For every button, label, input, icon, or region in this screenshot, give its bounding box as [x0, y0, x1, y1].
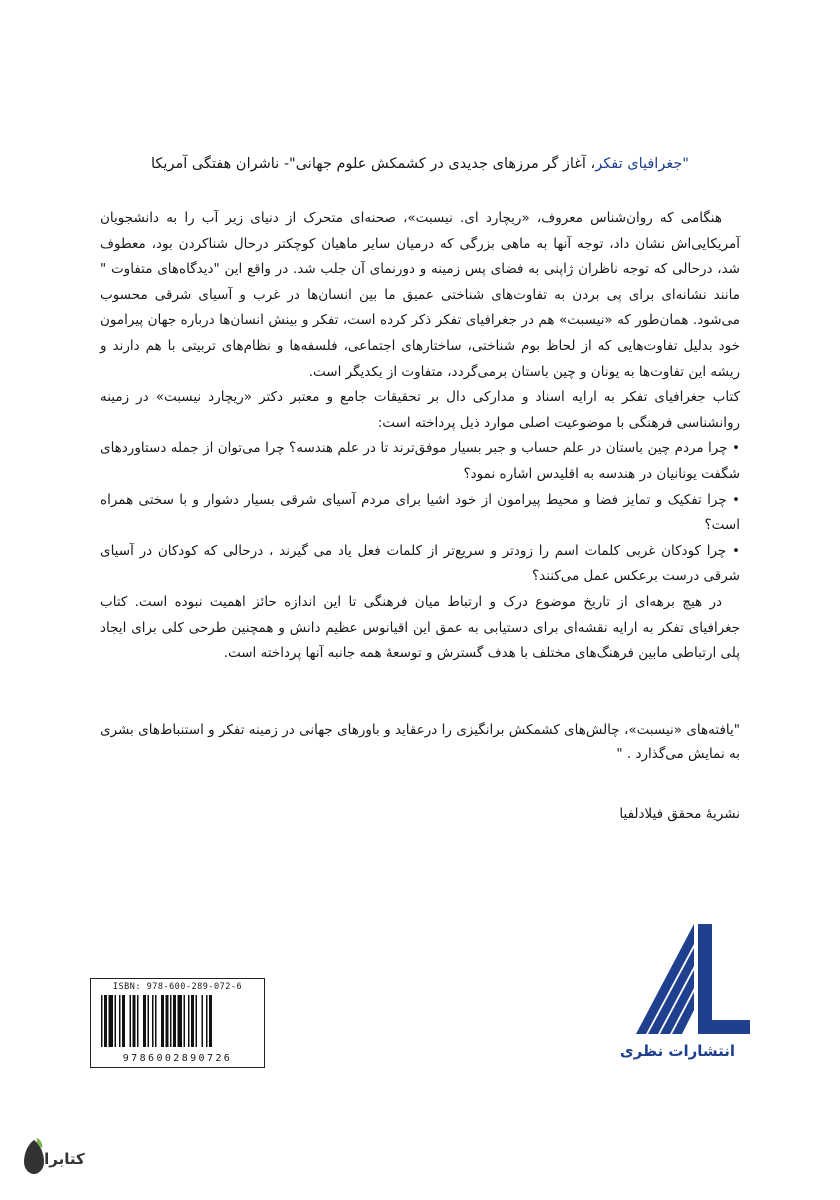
body-text — [100, 206, 740, 667]
publisher-name: انتشارات نظری — [619, 1042, 736, 1060]
review-source: نشریهٔ محقق فیلادلفیا — [619, 806, 740, 822]
isbn-label: ISBN: 978-600-289-072-6 — [112, 982, 243, 992]
ketabrah-watermark: کتابراه — [35, 1150, 85, 1168]
headline-rest: ، آغاز گر مرزهای جدیدی در کشمکش علوم جهانی"- ناشران هفتگی آمریکا — [151, 156, 596, 172]
publisher-logo-icon — [632, 920, 754, 1038]
barcode-digits: 9786002890726 — [122, 1053, 233, 1064]
paragraph-3: در هیچ برهه‌ای از تاریخ موضوع درک و ارتباط میان فرهنگی تا این اندازه حائز اهمیت نبوده است. کتاب جغرافیای تفکر به ارایه نقشه‌ای برای دستیابی به عمق این اقیانوس عظیم دانش و همچنین طرحی کلی برای ایجاد پلی ارتباطی مابین فرهنگ‌های مختلف با هدف گسترش و توسعهٔ همه جانبه آنها پرداخته است. — [100, 593, 740, 662]
paragraph-2: کتاب جغرافیای تفکر به ارایه اسناد و مدارکی دال بر تحقیقات جامع و معتبر دکتر «ریچارد نیسبت» در زمینه روانشناسی فرهنگی با موضوعیت اصلی موارد ذیل پرداخته است: — [100, 389, 740, 431]
isbn-barcode — [90, 978, 265, 1068]
review-quote-text: "یافته‌های «نیسبت»، چالش‌های کشمکش برانگیزی را درعقاید و باورهای جهانی در زمینه تفکر و استنباط‌های بشری به نمایش می‌گذارد . " — [100, 722, 740, 762]
bullet-item-1: • چرا مردم چین باستان در علم حساب و جبر بسیار موفق‌ترند تا در علم هندسه؟ چرا می‌توان از جمله دستاوردهای شگفت یونانیان در هندسه به اقلیدس اشاره نمود؟ — [100, 440, 740, 482]
paragraph-1: هنگامی که روان‌شناس معروف، «ریچارد ای. نیسبت»، صحنه‌ای متحرک از دنیای زیر آب را به دانشجویان آمریکایی‌اش نشان داد، توجه آنها به ماهی بزرگی که درمیان سایر ماهیان کوچکتر درحال شناکردن بود، معطوف شد، درحالی که توجه ناظران ژاپنی به فضای پس زمینه و دورنمای آن جلب شد. در واقع این "دیدگاه‌های متفاوت " مانند نشانه‌ای برای پی بردن به تفاوت‌های شناختی عمیق ما بین انسان‌ها در غرب و آسیای شرقی محسوب می‌شود. همان‌طور که «نیسبت» هم در جغرافیای تفکر ذکر کرده است، تفکر و بینش انسان‌ها درباره جهان پیرامون خود بدلیل تفاوت‌هایی که از لحاظ بوم شناختی، ساختارهای اجتماعی، فلسفه‌ها و نظام‌های تربیتی با هم دارند و ریشه این تفاوت‌ها به یونان و چین باستان برمی‌گردد، متفاوت از یکدیگر است. — [100, 210, 740, 380]
barcode-bars-icon — [101, 995, 256, 1047]
bullet-item-3: • چرا کودکان غربی کلمات اسم را زودتر و سریع‌تر از کلمات فعل یاد می گیرند ، درحالی که کودکان در آسیای شرقی درست برعکس عمل می‌کنند؟ — [100, 542, 740, 585]
bullet-item-2: • چرا تفکیک و تمایز فضا و محیط پیرامون از خود اشیا برای مردم آسیای شرقی بسیار دشوار و با سختی همراه است؟ — [100, 491, 740, 534]
headline — [100, 152, 740, 176]
review-quote — [100, 718, 740, 766]
headline-accent: "جغرافیای تفکر — [595, 156, 689, 172]
